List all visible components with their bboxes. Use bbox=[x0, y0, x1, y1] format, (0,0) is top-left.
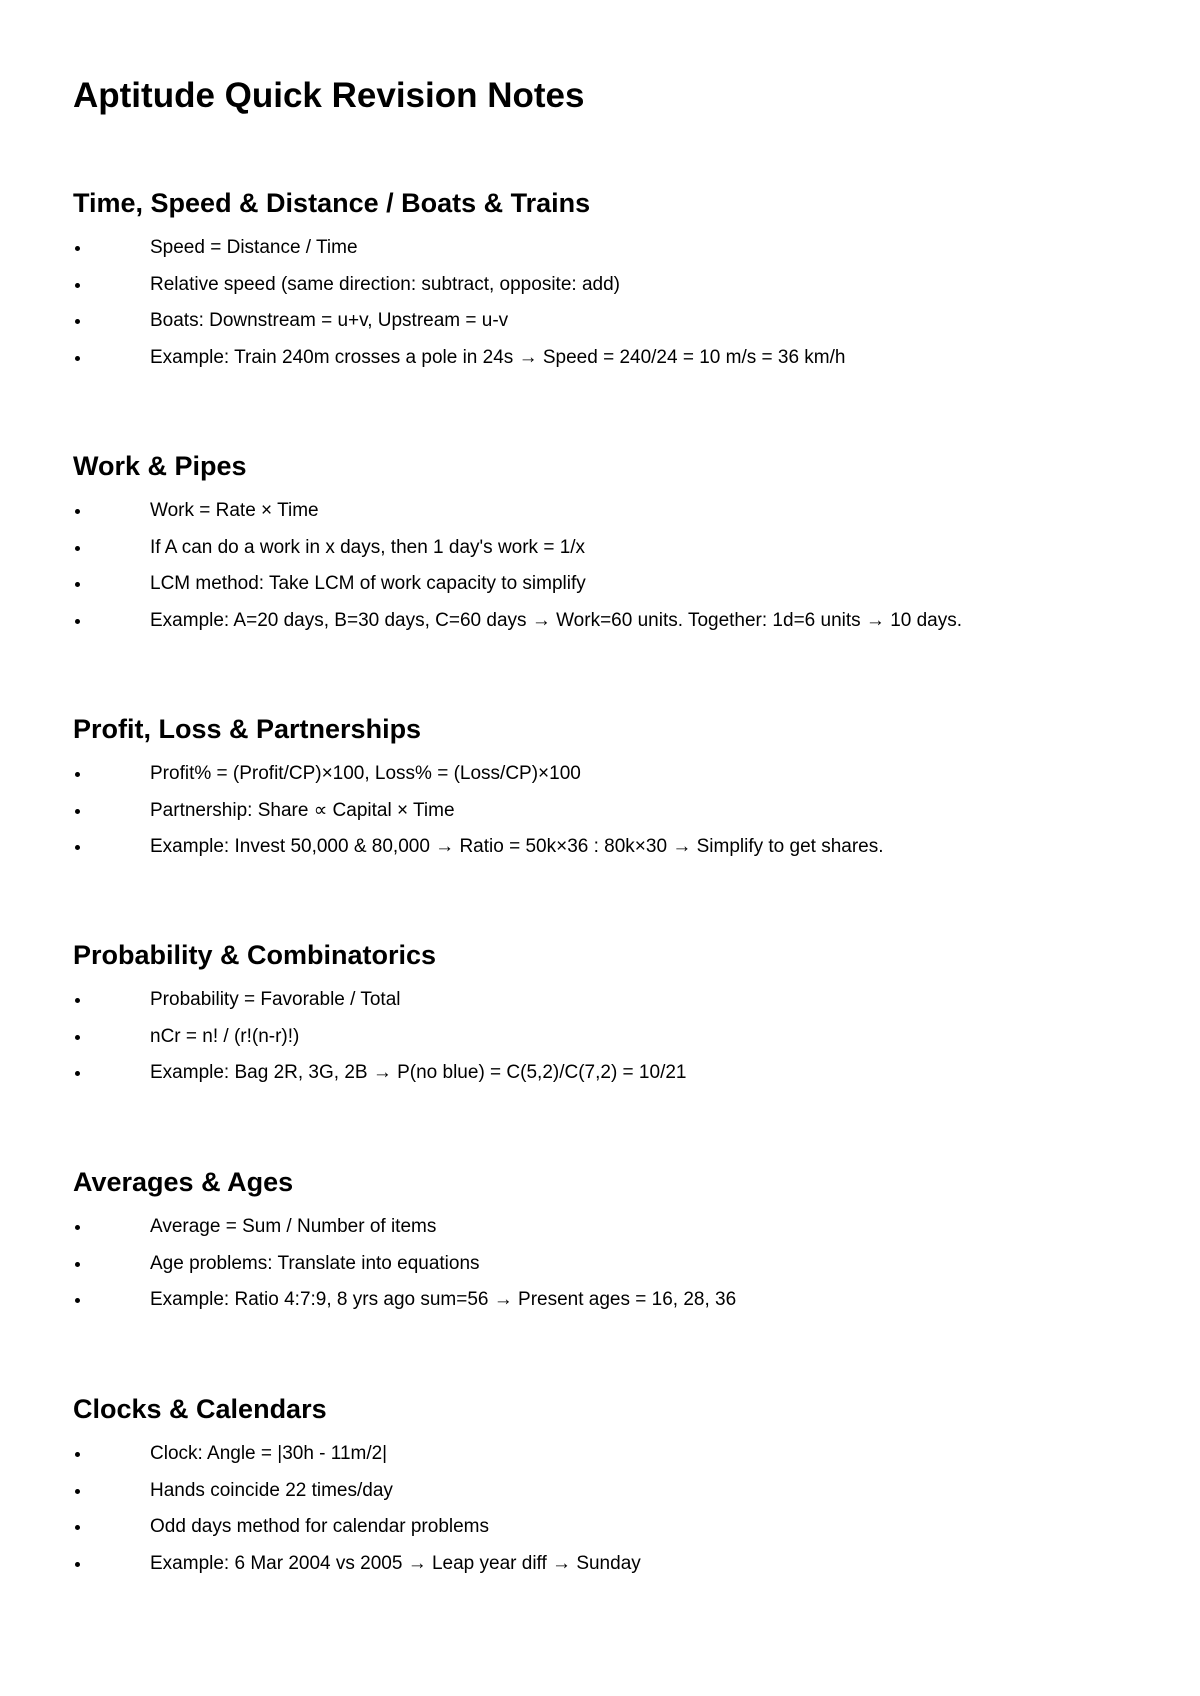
list-item-text: LCM method: Take LCM of work capacity to simplify bbox=[150, 573, 586, 595]
list-item-text: Relative speed (same direction: subtract, opposite: add) bbox=[150, 273, 620, 295]
bullet-icon bbox=[75, 1525, 80, 1530]
list-item-text: Work = Rate × Time bbox=[150, 500, 319, 521]
list-item bbox=[73, 1553, 1153, 1590]
bullet-icon bbox=[75, 356, 80, 361]
list-item bbox=[73, 1289, 1153, 1326]
bullet-list bbox=[73, 1443, 1153, 1589]
list-item bbox=[73, 1062, 1153, 1099]
bullet-icon bbox=[75, 283, 80, 288]
list-item-text: Age problems: Translate into equations bbox=[150, 1252, 480, 1274]
list-item bbox=[73, 237, 1153, 274]
section-work-pipes bbox=[73, 449, 1153, 646]
list-item bbox=[73, 1480, 1153, 1517]
list-item bbox=[73, 1026, 1153, 1063]
section-heading: Time, Speed & Distance / Boats & Trains bbox=[73, 188, 591, 218]
list-item-text: Example: A=20 days, B=30 days, C=60 days → Work=60 units. Together: 1d=6 units → 10 days. bbox=[150, 609, 963, 631]
bullet-list bbox=[73, 763, 1153, 873]
bullet-icon bbox=[75, 1262, 80, 1267]
bullet-list bbox=[73, 1216, 1153, 1326]
section-heading: Averages & Ages bbox=[73, 1167, 294, 1197]
section-probability bbox=[73, 938, 1153, 1099]
bullet-list bbox=[73, 237, 1153, 383]
list-item bbox=[73, 347, 1153, 384]
section-heading: Probability & Combinatorics bbox=[73, 940, 437, 970]
bullet-list bbox=[73, 989, 1153, 1099]
bullet-icon bbox=[75, 246, 80, 251]
bullet-icon bbox=[75, 619, 80, 624]
list-item-text: Partnership: Share ∝ Capital × Time bbox=[150, 799, 455, 821]
list-item-text: Example: Bag 2R, 3G, 2B → P(no blue) = C(5,2)/C(7,2) = 10/21 bbox=[150, 1062, 687, 1084]
list-item-text: Clock: Angle = |30h - 11m/2| bbox=[150, 1443, 388, 1464]
section-time-speed-distance bbox=[73, 186, 1153, 383]
bullet-icon bbox=[75, 1225, 80, 1230]
bullet-icon bbox=[75, 546, 80, 551]
document-title: Aptitude Quick Revision Notes bbox=[73, 76, 585, 115]
section-clocks-calendars bbox=[73, 1392, 1153, 1589]
list-item-text: Example: Ratio 4:7:9, 8 yrs ago sum=56 → Present ages = 16, 28, 36 bbox=[150, 1289, 737, 1311]
bullet-list bbox=[73, 500, 1153, 646]
section-heading: Work & Pipes bbox=[73, 451, 247, 481]
list-item bbox=[73, 610, 1153, 647]
list-item bbox=[73, 989, 1153, 1026]
section-profit-loss bbox=[73, 712, 1153, 873]
bullet-icon bbox=[75, 845, 80, 850]
list-item bbox=[73, 1516, 1153, 1553]
bullet-icon bbox=[75, 1298, 80, 1303]
list-item-text: Average = Sum / Number of items bbox=[150, 1216, 437, 1237]
list-item bbox=[73, 310, 1153, 347]
list-item-text: Boats: Downstream = u+v, Upstream = u-v bbox=[150, 310, 509, 332]
list-item-text: Speed = Distance / Time bbox=[150, 237, 358, 258]
list-item-text: Probability = Favorable / Total bbox=[150, 989, 401, 1010]
list-item bbox=[73, 836, 1153, 873]
list-item bbox=[73, 1253, 1153, 1290]
list-item-text: If A can do a work in x days, then 1 day's work = 1/x bbox=[150, 536, 586, 558]
section-heading: Clocks & Calendars bbox=[73, 1394, 327, 1424]
list-item bbox=[73, 763, 1153, 800]
list-item bbox=[73, 1443, 1153, 1480]
list-item bbox=[73, 1216, 1153, 1253]
bullet-icon bbox=[75, 319, 80, 324]
bullet-icon bbox=[75, 509, 80, 514]
bullet-icon bbox=[75, 809, 80, 814]
bullet-icon bbox=[75, 998, 80, 1003]
bullet-icon bbox=[75, 1452, 80, 1457]
bullet-icon bbox=[75, 1035, 80, 1040]
section-averages-ages bbox=[73, 1165, 1153, 1326]
list-item-text: Profit% = (Profit/CP)×100, Loss% = (Loss/CP)×100 bbox=[150, 763, 581, 784]
bullet-icon bbox=[75, 1071, 80, 1076]
section-heading: Profit, Loss & Partnerships bbox=[73, 714, 422, 744]
bullet-icon bbox=[75, 1489, 80, 1494]
bullet-icon bbox=[75, 772, 80, 777]
list-item bbox=[73, 573, 1153, 610]
list-item bbox=[73, 537, 1153, 574]
list-item-text: Hands coincide 22 times/day bbox=[150, 1479, 393, 1501]
list-item-text: Example: 6 Mar 2004 vs 2005 → Leap year diff → Sunday bbox=[150, 1552, 641, 1574]
list-item-text: Odd days method for calendar problems bbox=[150, 1516, 490, 1538]
bullet-icon bbox=[75, 582, 80, 587]
list-item bbox=[73, 800, 1153, 837]
list-item bbox=[73, 500, 1153, 537]
list-item bbox=[73, 274, 1153, 311]
bullet-icon bbox=[75, 1562, 80, 1567]
list-item-text: Example: Train 240m crosses a pole in 24s → Speed = 240/24 = 10 m/s = 36 km/h bbox=[150, 346, 846, 368]
list-item-text: Example: Invest 50,000 & 80,000 → Ratio = 50k×36 : 80k×30 → Simplify to get shares. bbox=[150, 836, 884, 858]
list-item-text: nCr = n! / (r!(n-r)!) bbox=[150, 1025, 300, 1047]
